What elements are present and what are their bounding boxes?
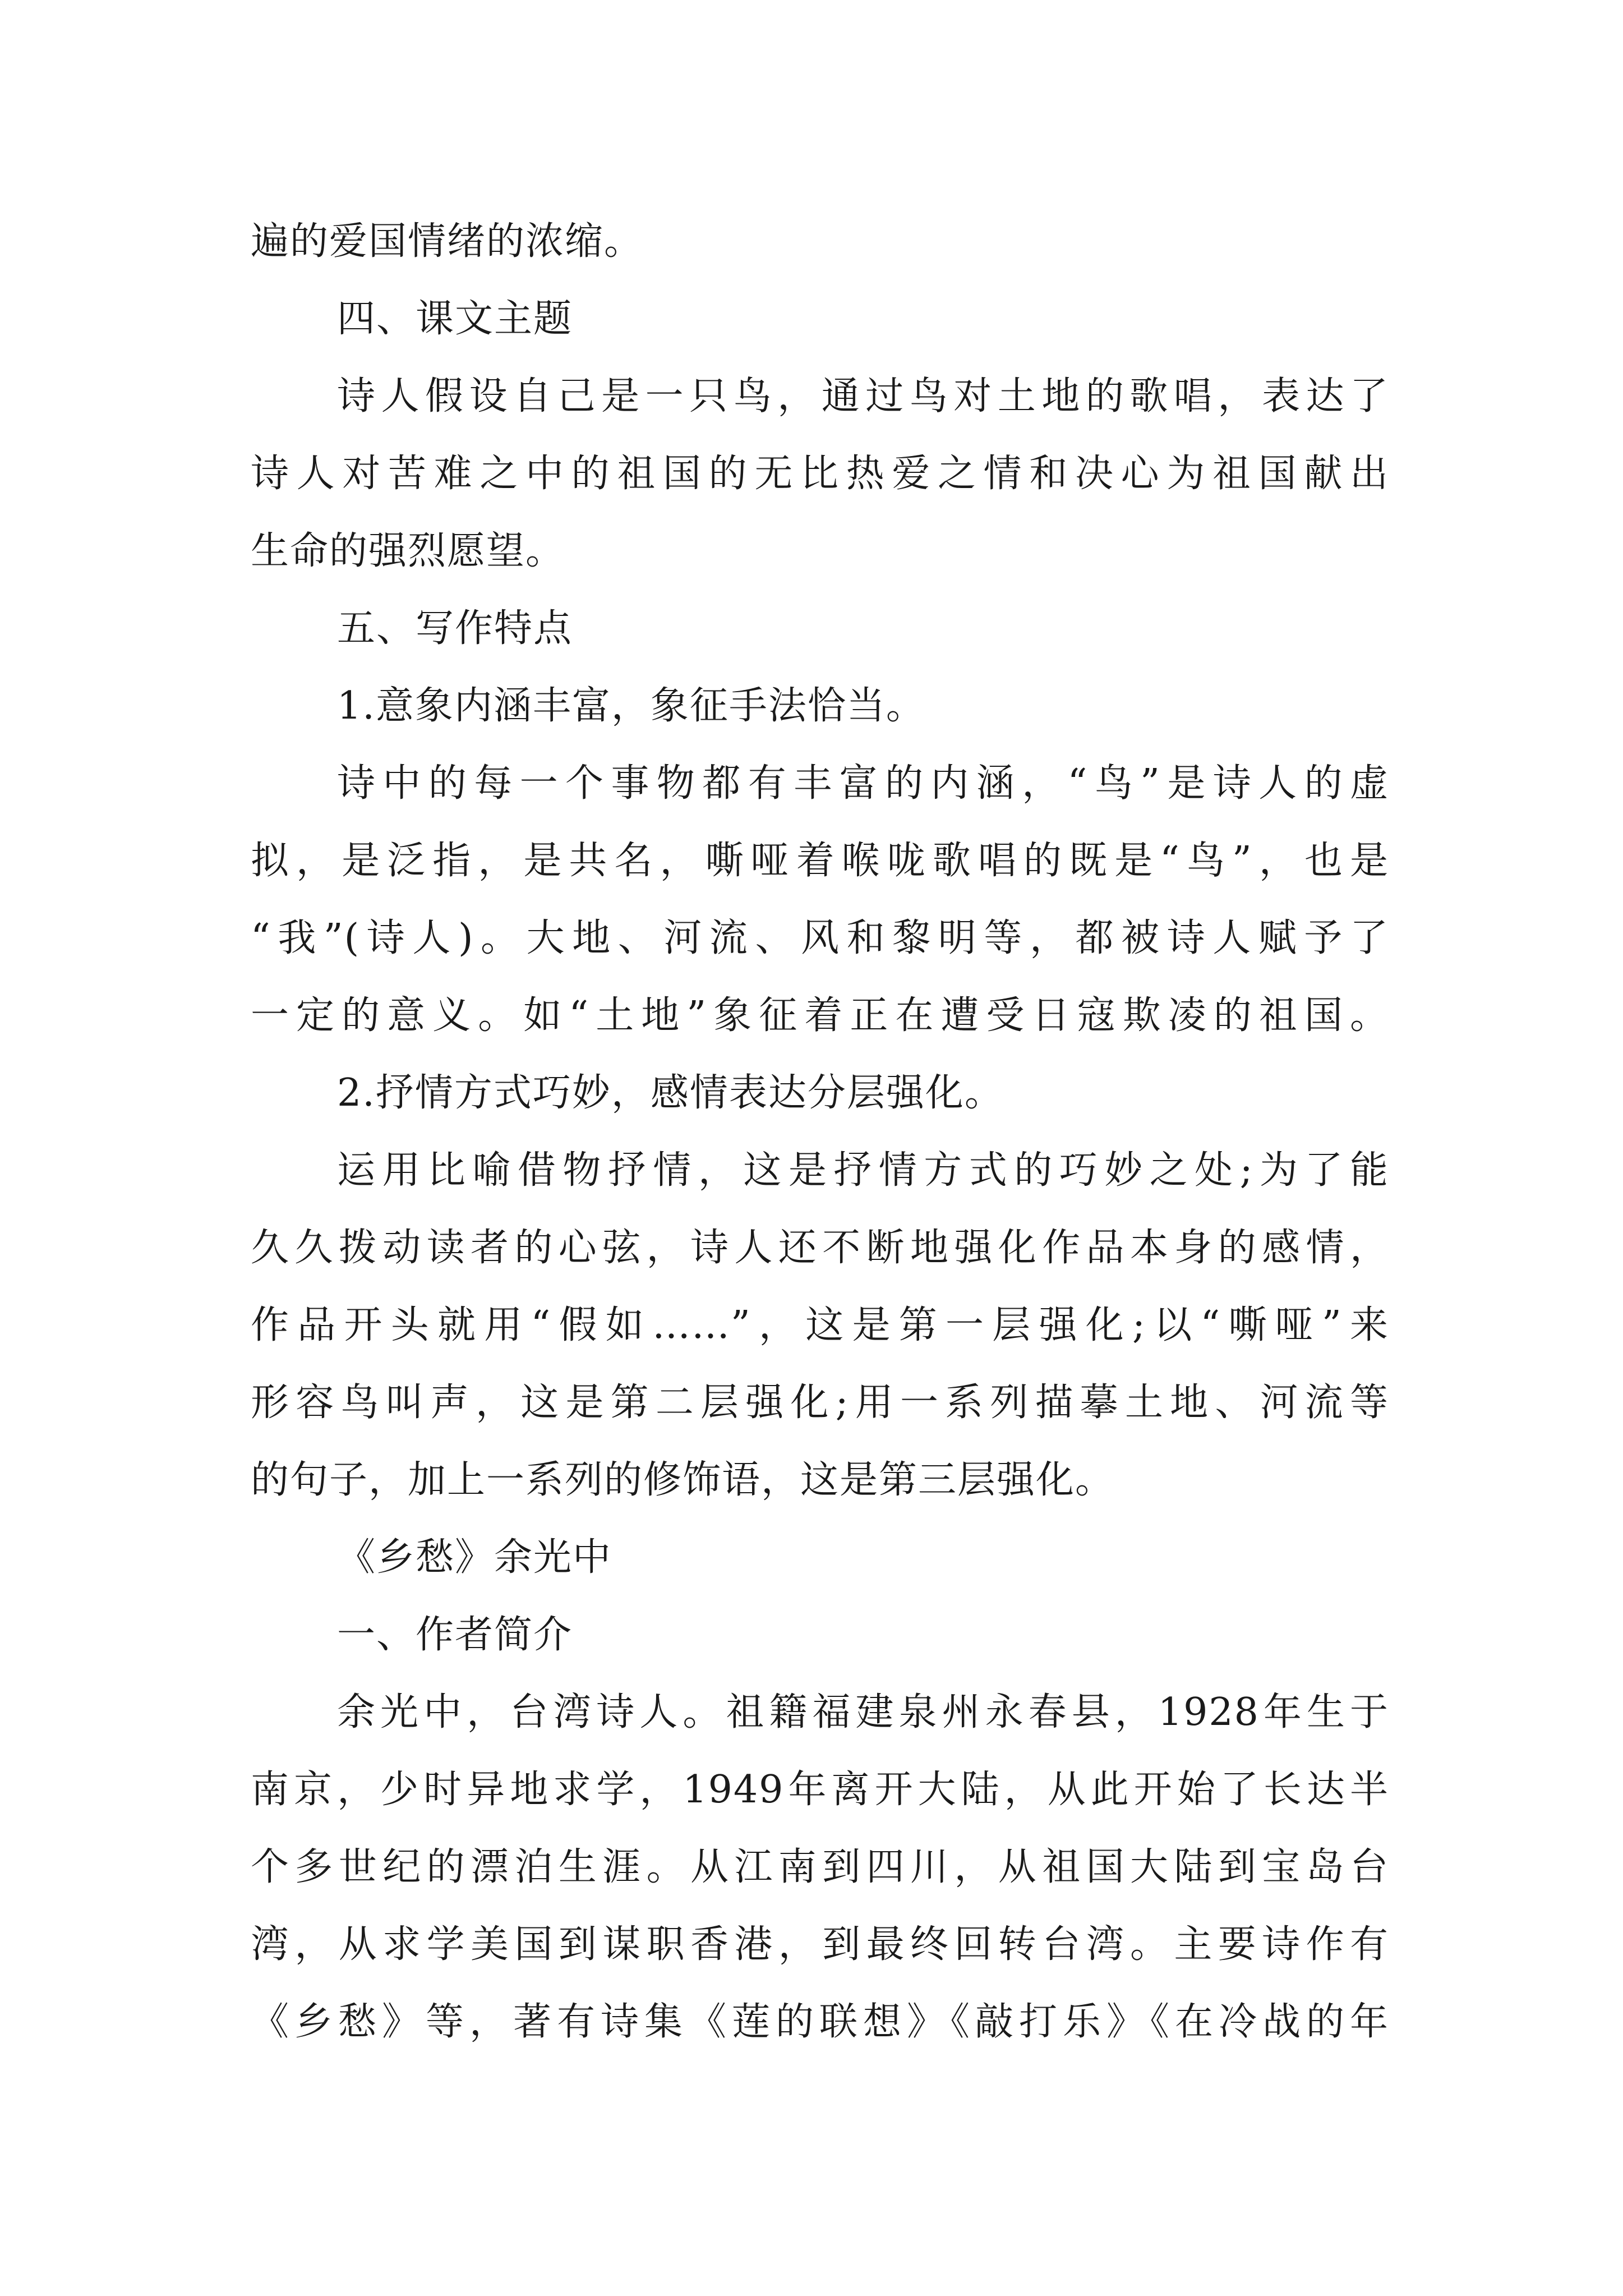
paragraph-theme-line: 诗人假设自己是一只鸟，通过鸟对土地的歌唱，表达了 <box>337 374 1389 418</box>
paragraph-theme-line: 诗人对苦难之中的祖国的无比热爱之情和决心为祖国献出 <box>251 452 1389 496</box>
paragraph-feature-2-line: 形容鸟叫声，这是第二层强化;用一系列描摹土地、河流等 <box>251 1381 1389 1425</box>
poem-title-heading: 《乡愁》余光中 <box>337 1535 612 1580</box>
paragraph-feature-2-line: 的句子，加上一系列的修饰语，这是第三层强化。 <box>251 1458 1115 1502</box>
paragraph-author-line: 南京，少时异地求学，1949年离开大陆，从此开始了长达半 <box>251 1768 1389 1812</box>
section-heading-author-intro: 一、作者简介 <box>337 1613 573 1657</box>
document-body <box>251 203 1389 2061</box>
paragraph-feature-1-line: 拟，是泛指，是共名，嘶哑着喉咙歌唱的既是“鸟”，也是 <box>251 839 1389 883</box>
paragraph-feature-2-line: 作品开头就用“假如……”，这是第一层强化;以“嘶哑”来 <box>251 1303 1389 1347</box>
subheading-feature-1: 1.意象内涵丰富，象征手法恰当。 <box>337 684 925 728</box>
paragraph-author-line: 个多世纪的漂泊生涯。从江南到四川，从祖国大陆到宝岛台 <box>251 1845 1389 1889</box>
paragraph-feature-1-line: “我”(诗人)。大地、河流、风和黎明等，都被诗人赋予了 <box>251 916 1389 960</box>
paragraph-theme-line: 生命的强烈愿望。 <box>251 529 565 573</box>
paragraph-feature-1-line: 一定的意义。如“土地”象征着正在遭受日寇欺凌的祖国。 <box>251 993 1389 1038</box>
paragraph-continuation-line: 遍的爱国情绪的浓缩。 <box>251 219 644 264</box>
paragraph-author-line: 湾，从求学美国到谋职香港，到最终回转台湾。主要诗作有 <box>251 1922 1389 1967</box>
paragraph-author-line: 余光中，台湾诗人。祖籍福建泉州永春县，1928年生于 <box>337 1690 1389 1734</box>
paragraph-feature-2-line: 运用比喻借物抒情，这是抒情方式的巧妙之处;为了能 <box>337 1148 1389 1193</box>
subheading-feature-2: 2.抒情方式巧妙，感情表达分层强化。 <box>337 1071 1004 1115</box>
paragraph-feature-2-line: 久久拨动读者的心弦，诗人还不断地强化作品本身的感情， <box>251 1226 1389 1270</box>
paragraph-author-line: 《乡愁》等，著有诗集《莲的联想》《敲打乐》《在冷战的年 <box>251 2000 1389 2044</box>
paragraph-feature-1-line: 诗中的每一个事物都有丰富的内涵，“鸟”是诗人的虚 <box>337 761 1389 806</box>
section-heading-writing-features: 五、写作特点 <box>337 606 573 651</box>
section-heading-theme: 四、课文主题 <box>337 297 573 341</box>
